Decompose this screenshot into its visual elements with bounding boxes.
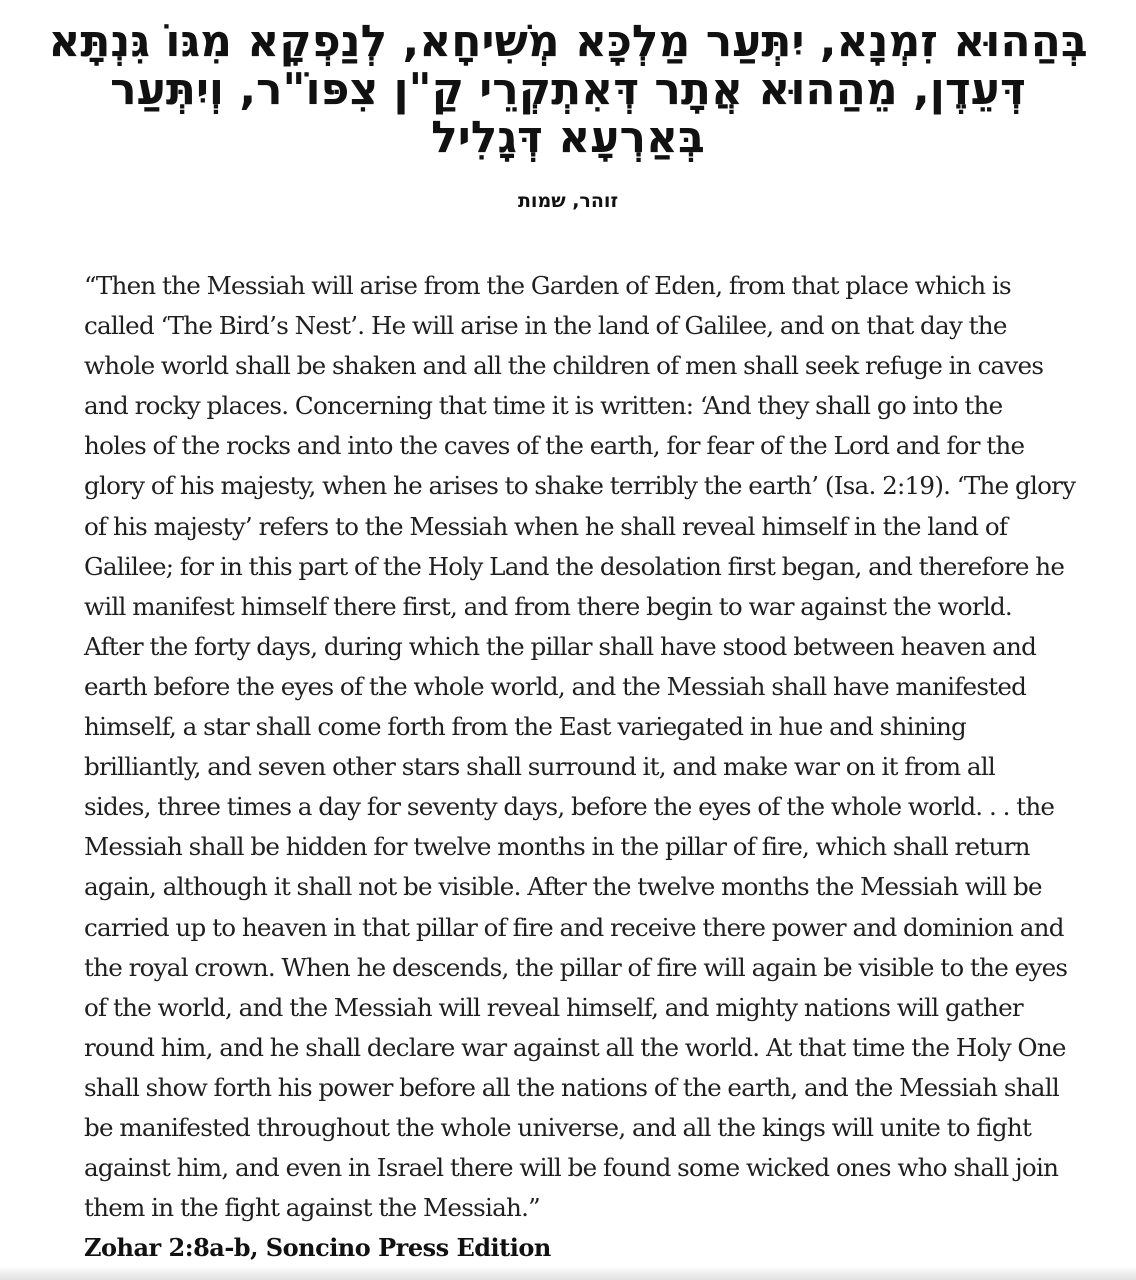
quote-line: of his majesty’ refers to the Messiah when he shall reveal himself in the land of [84,511,1008,541]
quote-line: and rocky places. Concerning that time it is written: ‘And they shall go into the [84,391,1003,421]
quote-line: against him, and even in Israel there will be found some wicked ones who shall join [84,1153,1059,1183]
quote-line: called ‘The Bird’s Nest’. He will arise in the land of Galilee, and on that day the [84,311,1007,341]
quote-line: holes of the rocks and into the caves of the earth, for fear of the Lord and for the [84,431,1025,461]
hebrew-line: בְּהַהוּא זִמְנָא, יִתְּעַר מַלְכָּא מְשִׁיחָא, לְנַפְקָא מִגּוֹ גִּנְתָּא [48,16,1088,67]
quote-line: them in the fight against the Messiah.” [84,1193,540,1223]
quote-line: After the forty days, during which the pillar shall have stood between heaven and [84,631,1037,661]
quote-line: glory of his majesty, when he arises to shake terribly the earth’ (Isa. 2:19). ‘The glory [84,471,1076,501]
quote-line: Messiah shall be hidden for twelve months in the pillar of fire, which shall return [84,832,1030,862]
hebrew-line: דְּעֵדֶן, מֵהַהוּא אֲתָר דְּאִתְקְרֵי קַ"ן צִפּוֹ"ר, וְיִתְּעַר [110,64,1026,115]
quote-line: whole world shall be shaken and all the children of men shall seek refuge in caves [84,351,1044,381]
quote-line: carried up to heaven in that pillar of fire and receive there power and dominion and [84,912,1064,942]
hebrew-quote [20,18,1116,162]
quote-line: brilliantly, and seven other stars shall surround it, and make war on it from all [84,752,996,782]
bottom-shadow [0,1266,1136,1280]
quote-line: “Then the Messiah will arise from the Garden of Eden, from that place which is [84,271,1011,300]
quote-line: himself, a star shall come forth from the East variegated in hue and shining [84,712,967,742]
hebrew-source: זוהר, שמות [517,190,619,212]
quote-line: round him, and he shall declare war against all the world. At that time the Holy One [84,1032,1066,1062]
hebrew-line: בְּאַרְעָא דְּגָלִיל [431,112,705,163]
quote-line: shall show forth his power before all the nations of the earth, and the Messiah shall [84,1072,1059,1102]
quote-line: Galilee; for in this part of the Holy Land the desolation first began, and therefore he [84,551,1065,581]
citation: Zohar 2:8a-b, Soncino Press Edition [84,1233,551,1262]
quote-line: be manifested throughout the whole universe, and all the kings will unite to fight [84,1112,1032,1142]
quote-line: sides, three times a day for seventy days, before the eyes of the whole world. . . the [84,792,1055,822]
quote-line: the royal crown. When he descends, the pillar of fire will again be visible to the eyes [84,952,1068,982]
quote-line: earth before the eyes of the whole world, and the Messiah shall have manifested [84,671,1027,701]
quote-line: of the world, and the Messiah will reveal himself, and mighty nations will gather [84,992,1023,1022]
english-quote [84,266,1076,1228]
quote-line: again, although it shall not be visible. After the twelve months the Messiah will be [84,872,1042,902]
quote-line: will manifest himself there first, and from there begin to war against the world. [84,591,1013,621]
